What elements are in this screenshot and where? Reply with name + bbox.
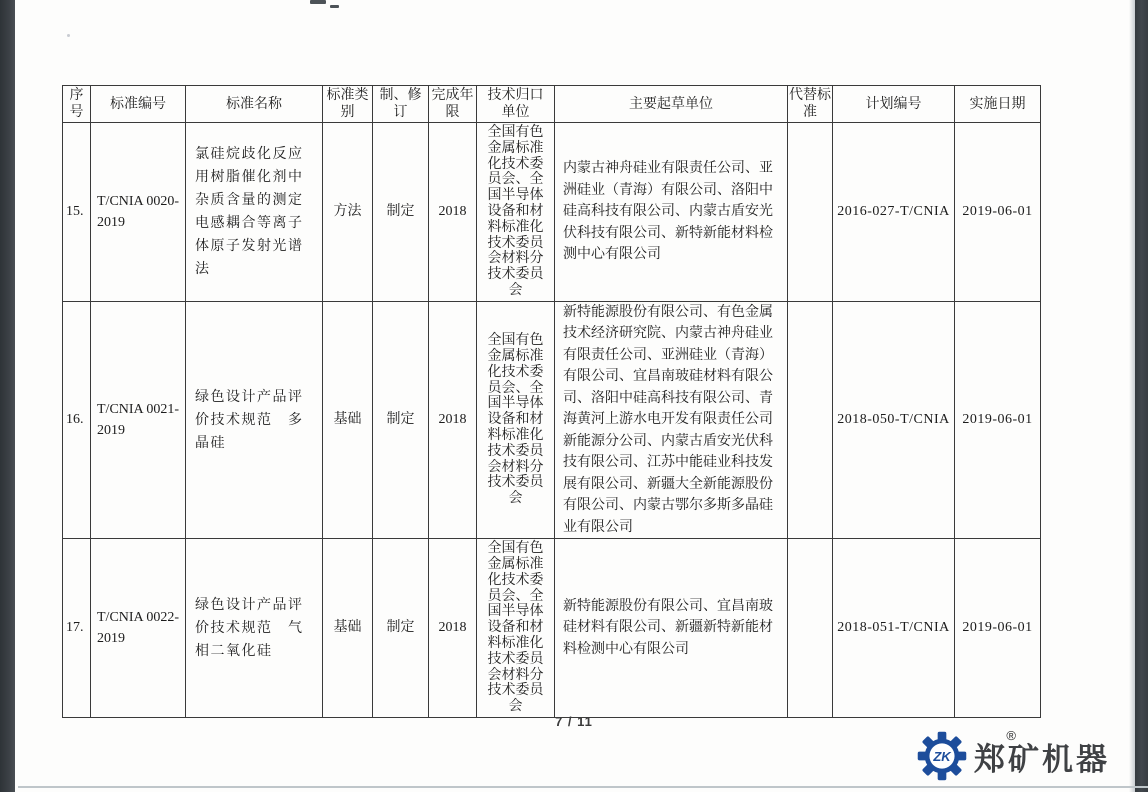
cell-category: 基础 xyxy=(323,301,373,539)
cell-std-no: T/CNIA 0021-2019 xyxy=(91,301,186,539)
header-std-name: 标准名称 xyxy=(186,86,323,123)
cell-category: 方法 xyxy=(323,123,373,302)
cell-category: 基础 xyxy=(323,539,373,718)
table-row xyxy=(63,123,1041,302)
cell-drafters: 新特能源股份有限公司、有色金属技术经济研究院、内蒙古神舟硅业有限责任公司、亚洲硅业（青海）有限公司、宜昌南玻硅材料有限公司、洛阳中硅高科技有限公司、青海黄河上游水电开发有限责任公司新能源分公司、内蒙古盾安光伏科技有限公司、江苏中能硅业科技发展有限公司、新疆大全新能源股份有限公司、内蒙古鄂尔多斯多晶硅业有限公司 xyxy=(555,301,788,539)
registered-trademark-icon: ® xyxy=(1006,728,1016,743)
cell-seq: 16. xyxy=(63,301,91,539)
header-drafters: 主要起草单位 xyxy=(555,86,788,123)
cell-drafters: 新特能源股份有限公司、宜昌南玻硅材料有限公司、新疆新特新能材料检测中心有限公司 xyxy=(555,539,788,718)
company-logo xyxy=(916,730,1110,782)
cell-revision: 制定 xyxy=(373,123,429,302)
header-category: 标准类别 xyxy=(323,86,373,123)
cell-plan-no: 2018-051-T/CNIA xyxy=(833,539,955,718)
cell-std-name: 绿色设计产品评价技术规范 多晶硅 xyxy=(186,301,323,539)
table-header-row xyxy=(63,86,1041,123)
header-year: 完成年限 xyxy=(429,86,477,123)
header-replaced: 代替标准 xyxy=(788,86,833,123)
header-std-no: 标准编号 xyxy=(91,86,186,123)
cell-drafters: 内蒙古神舟硅业有限责任公司、亚洲硅业（青海）有限公司、洛阳中硅高科技有限公司、内蒙古盾安光伏科技有限公司、新特新能材料检测中心有限公司 xyxy=(555,123,788,302)
cell-revision: 制定 xyxy=(373,301,429,539)
cell-plan-no: 2018-050-T/CNIA xyxy=(833,301,955,539)
page-number: 7 / 11 xyxy=(555,714,593,729)
header-impl-date: 实施日期 xyxy=(955,86,1041,123)
cell-revision: 制定 xyxy=(373,539,429,718)
cell-tech-unit: 全国有色金属标准化技术委员会、全国半导体设备和材料标准化技术委员会材料分技术委员会 xyxy=(477,539,555,718)
header-seq: 序号 xyxy=(63,86,91,123)
cell-std-no: T/CNIA 0022-2019 xyxy=(91,539,186,718)
cell-std-name: 氯硅烷歧化反应用树脂催化剂中杂质含量的测定 电感耦合等离子体原子发射光谱法 xyxy=(186,123,323,302)
standards-table xyxy=(62,85,1041,718)
cell-std-name: 绿色设计产品评价技术规范 气相二氧化硅 xyxy=(186,539,323,718)
table-row xyxy=(63,301,1041,539)
scan-speck xyxy=(310,0,326,4)
scan-bottom-line xyxy=(18,786,1148,788)
cell-tech-unit: 全国有色金属标准化技术委员会、全国半导体设备和材料标准化技术委员会材料分技术委员会 xyxy=(477,301,555,539)
scan-speck xyxy=(330,5,339,8)
cell-impl-date: 2019-06-01 xyxy=(955,123,1041,302)
scan-edge-left xyxy=(0,0,15,792)
cell-tech-unit: 全国有色金属标准化技术委员会、全国半导体设备和材料标准化技术委员会材料分技术委员会 xyxy=(477,123,555,302)
cell-impl-date: 2019-06-01 xyxy=(955,539,1041,718)
header-plan-no: 计划编号 xyxy=(833,86,955,123)
cell-seq: 17. xyxy=(63,539,91,718)
cell-replaced xyxy=(788,301,833,539)
header-revision: 制、修订 xyxy=(373,86,429,123)
scan-dot xyxy=(67,34,70,37)
cell-std-no: T/CNIA 0020-2019 xyxy=(91,123,186,302)
gear-zk-icon xyxy=(916,730,968,782)
cell-plan-no: 2016-027-T/CNIA xyxy=(833,123,955,302)
table-row xyxy=(63,539,1041,718)
svg-text:ZK: ZK xyxy=(933,748,951,764)
cell-year: 2018 xyxy=(429,123,477,302)
company-name: 郑矿机器 xyxy=(974,741,1110,777)
cell-year: 2018 xyxy=(429,539,477,718)
scan-edge-right xyxy=(1135,0,1148,792)
cell-impl-date: 2019-06-01 xyxy=(955,301,1041,539)
cell-seq: 15. xyxy=(63,123,91,302)
cell-year: 2018 xyxy=(429,301,477,539)
cell-replaced xyxy=(788,539,833,718)
cell-replaced xyxy=(788,123,833,302)
header-tech-unit: 技术归口单位 xyxy=(477,86,555,123)
